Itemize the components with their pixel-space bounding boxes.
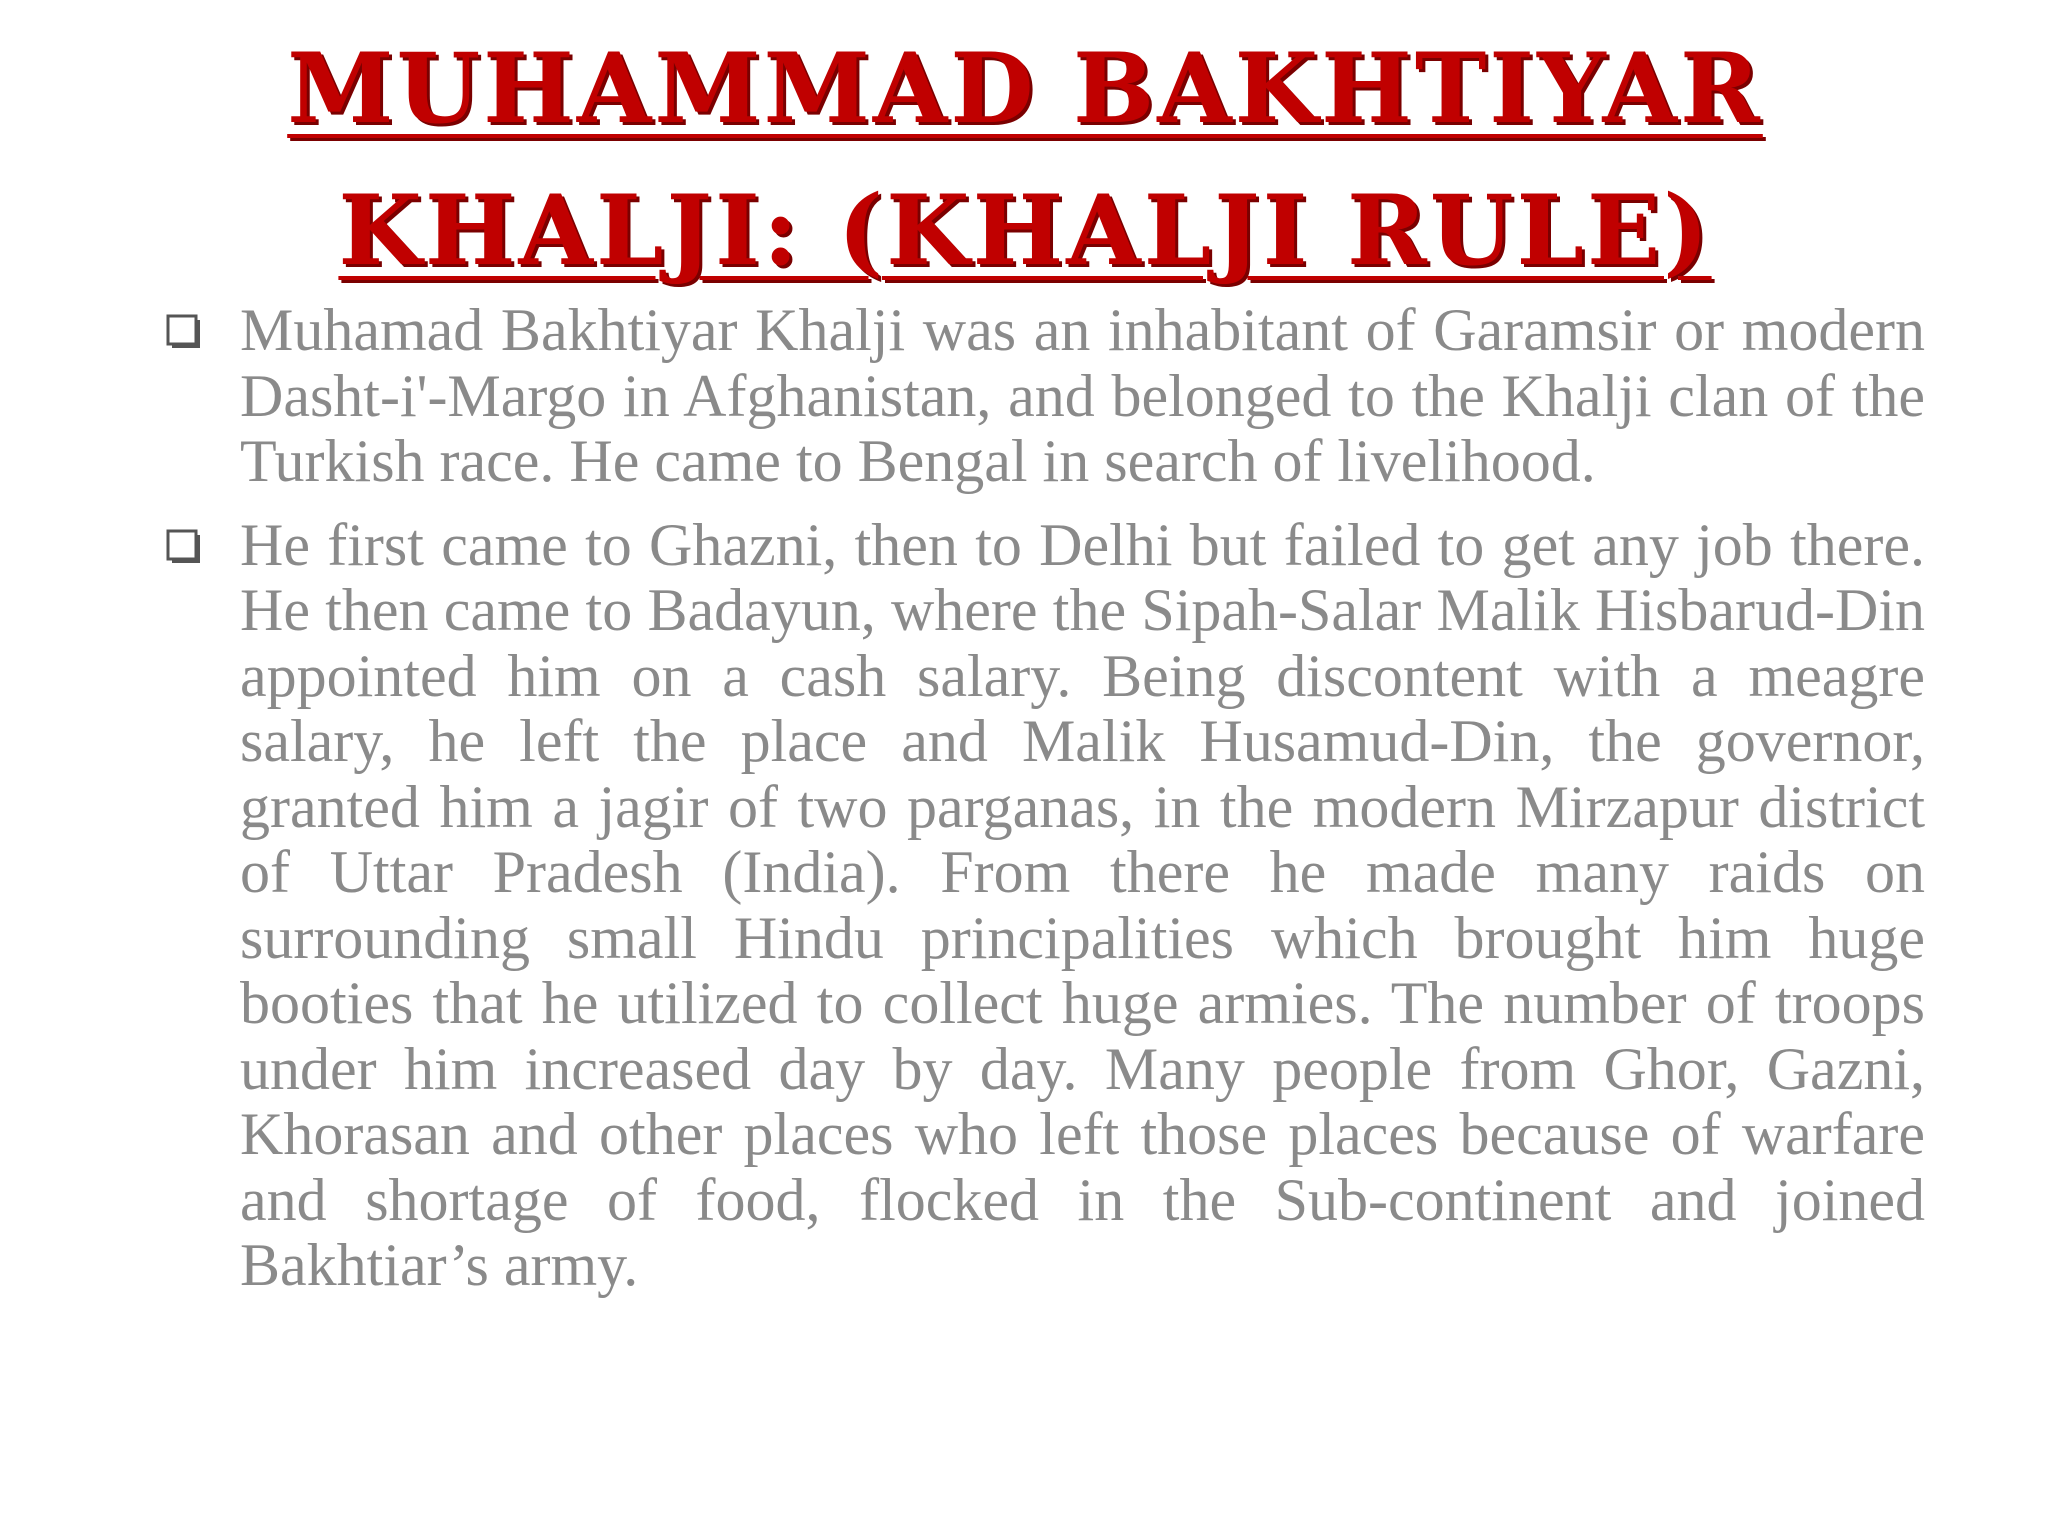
title-line-1: MUHAMMAD BAKHTIYAR bbox=[287, 32, 1763, 145]
slide-title bbox=[180, 18, 1870, 302]
bullet-text: He first came to Ghazni, then to Delhi but failed to get any job there. He then came to Badayun, where the Sipah-Salar Malik Hisbarud-Din appointed him on a cash salary. Being discontent with a meagre salary, he left the place and Malik Husamud-Din, the governor, granted him a jagir of two parganas, in the modern Mirzapur district of Uttar Pradesh (India). From there he made many raids on surrounding small Hindu principalities which brought him huge booties that he utilized to collect huge armies. The number of troops under him increased day by day. Many people from Ghor, Gazni, Khorasan and other places who left those places because of warfare and shortage of food, flocked in the Sub-continent and joined Bakhtiar’s army. bbox=[240, 511, 1925, 1298]
checkbox-square-icon bbox=[166, 529, 202, 565]
bullet-item bbox=[160, 513, 1925, 1299]
bullet-list bbox=[160, 298, 1925, 1317]
title-line-2: KHALJI: (KHALJI RULE) bbox=[338, 174, 1712, 287]
bullet-text: Muhamad Bakhtiyar Khalji was an inhabitant of Garamsir or modern Dasht-i'-Margo in Afghanistan, and belonged to the Khalji clan of the Turkish race. He came to Bengal in search of livelihood. bbox=[240, 297, 1925, 494]
bullet-item bbox=[160, 298, 1925, 495]
checkbox-square-icon bbox=[166, 314, 202, 350]
